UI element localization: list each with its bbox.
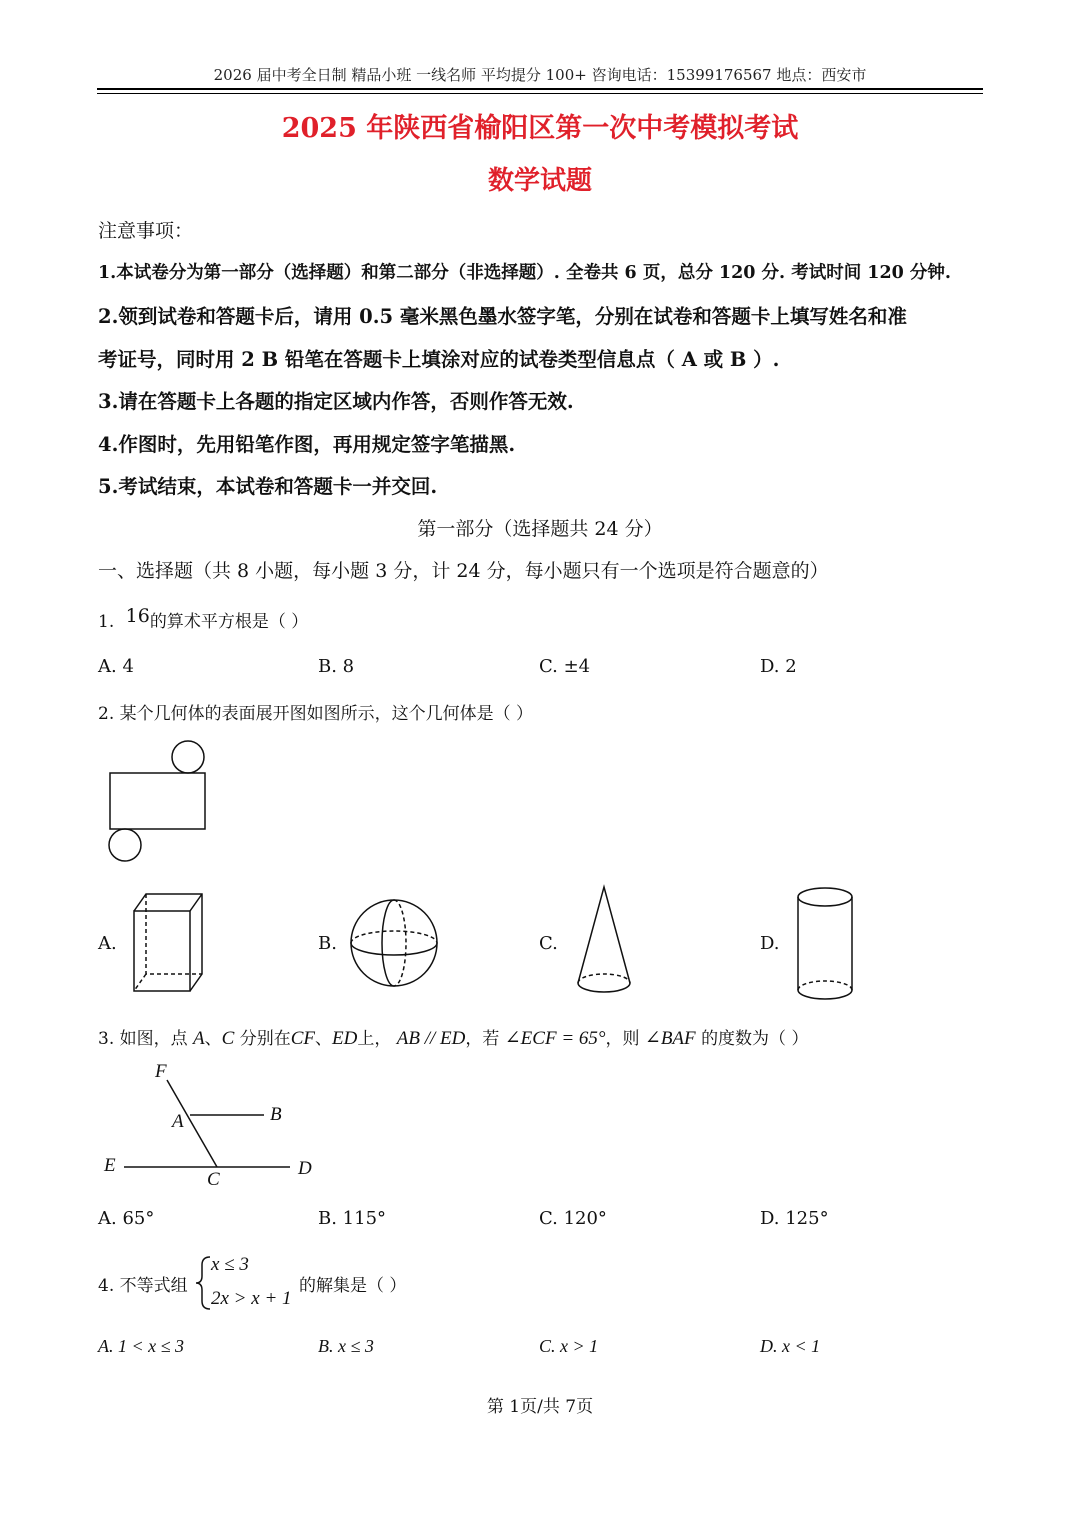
label-d: D [298, 1158, 312, 1179]
question-1 [98, 607, 308, 632]
exam-subject: 数学试题 [487, 166, 592, 196]
page-header-banner: 2026 届中考全日制 精品小班 一线名师 平均提分 100+ 咨询电话：15399176567 地点：西安市 [213, 66, 867, 84]
q2-option-a[interactable]: A. [98, 933, 117, 954]
q3-angle-baf: ∠BAF [644, 1028, 696, 1049]
net-bottom-circle [109, 829, 141, 861]
q4-stem-a: 4. 不等式组 [98, 1276, 188, 1296]
notice-item-2b: 考证号，同时用 2 B 铅笔在答题卡上填涂对应的试卷类型信息点（ A 或 B ）. [98, 348, 780, 371]
q1-option-d[interactable]: D. 2 [760, 656, 797, 677]
label-e: E [104, 1155, 116, 1176]
q3-point-c: C [221, 1028, 235, 1049]
net-rectangle [110, 773, 205, 829]
q3-parallel: AB // ED [396, 1028, 466, 1049]
notice-item-5: 5.考试结束，本试卷和答题卡一并交回. [98, 475, 438, 498]
question-3 [98, 1024, 808, 1050]
q3-sep-2: 、 [315, 1029, 333, 1049]
exam-title: 2025 年陕西省榆阳区第一次中考模拟考试 [281, 113, 799, 144]
header-rule-thin [97, 93, 983, 94]
net-top-circle [172, 741, 204, 773]
label-a: A [172, 1111, 184, 1132]
label-b: B [270, 1104, 282, 1125]
notice-heading: 注意事项： [98, 220, 194, 242]
header-rule-thick [97, 88, 983, 90]
question-2: 2. 某个几何体的表面展开图如图所示，这个几何体是（ ） [98, 704, 534, 724]
q3-sep-1: 、 [204, 1029, 222, 1049]
q1-stem: 的算术平方根是（ ） [149, 612, 309, 632]
q4-option-c[interactable]: C. x > 1 [539, 1336, 599, 1356]
q2-option-b[interactable]: B. [318, 933, 337, 954]
q3-line-ed: ED [332, 1028, 358, 1049]
notice-item-3: 3.请在答题卡上各题的指定区域内作答，否则作答无效. [98, 390, 574, 413]
q3-stem-e: ，则 [605, 1029, 640, 1049]
q3-option-d[interactable]: D. 125° [760, 1208, 829, 1229]
q1-option-b[interactable]: B. 8 [318, 656, 355, 677]
q3-line-cf: CF [290, 1028, 316, 1049]
q4-inequality-2: 2x > x + 1 [211, 1288, 292, 1309]
q3-option-a[interactable]: A. 65° [98, 1208, 155, 1229]
q4-stem-b: 的解集是（ ） [299, 1276, 407, 1296]
q1-option-c[interactable]: C. ±4 [539, 656, 591, 677]
q3-stem-d: ，若 [465, 1029, 500, 1049]
brace-icon [0, 0, 1, 1]
notice-item-1: 1.本试卷分为第一部分（选择题）和第二部分（非选择题）. 全卷共 6 页，总分 120 分. 考试时间 120 分钟. [98, 263, 952, 283]
q3-point-a: A [193, 1028, 205, 1049]
q3-stem-f: 的度数为（ ） [701, 1029, 809, 1049]
q3-stem-c: 上， [357, 1029, 392, 1049]
q1-option-a[interactable]: A. 4 [98, 656, 134, 677]
label-f: F [155, 1061, 167, 1082]
q3-stem-a: 3. 如图，点 [98, 1029, 188, 1049]
notice-item-2a: 2.领到试卷和答题卡后，请用 0.5 毫米黑色墨水签字笔，分别在试卷和答题卡上填写姓名和准 [98, 305, 907, 328]
q3-stem-b: 分别在 [239, 1029, 291, 1049]
q2-option-d[interactable]: D. [760, 933, 780, 954]
q1-number: 1. [98, 612, 115, 632]
q4-option-d[interactable]: D. x < 1 [760, 1336, 821, 1356]
page-footer: 第 1页/共 7页 [486, 1397, 594, 1417]
q3-option-c[interactable]: C. 120° [539, 1208, 607, 1229]
q4-inequality-1: x ≤ 3 [211, 1254, 249, 1275]
q3-option-b[interactable]: B. 115° [318, 1208, 387, 1229]
section-heading: 一、选择题（共 8 小题，每小题 3 分，计 24 分，每小题只有一个选项是符合题意的） [98, 560, 829, 582]
q2-option-c[interactable]: C. [539, 933, 558, 954]
part1-heading: 第一部分（选择题共 24 分） [417, 518, 663, 540]
q4-option-a[interactable]: A. 1 < x ≤ 3 [98, 1336, 185, 1356]
q1-radicand: 16 [125, 605, 150, 627]
q3-angle-ecf: ∠ECF = 65° [504, 1028, 606, 1049]
q4-option-b[interactable]: B. x ≤ 3 [318, 1336, 374, 1356]
notice-item-4: 4.作图时，先用铅笔作图，再用规定签字笔描黑. [98, 433, 516, 456]
label-c: C [207, 1169, 220, 1190]
